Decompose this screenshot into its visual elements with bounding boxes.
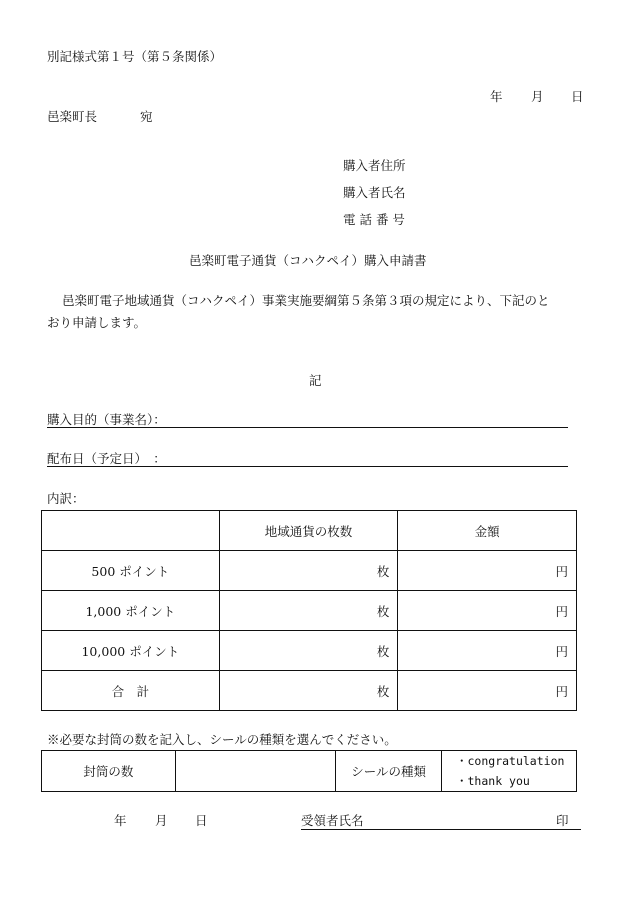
applicant-name-label: 購入者氏名 [343,185,406,200]
row-label: 500 ポイント [42,551,220,591]
seal-mark: 印 [556,813,569,828]
envelope-count-label: 封筒の数 [42,751,176,792]
header-cell-count: 地域通貨の枚数 [219,511,398,551]
distribution-label: 配布日（予定日） ： [47,451,166,466]
count-cell: 枚 [219,631,398,671]
footer-day: 日 [195,813,208,828]
recipient-underline [301,829,581,830]
addressee-name: 邑楽町長 [47,109,98,124]
date-year: 年 [490,89,503,104]
footer-month: 月 [155,813,168,828]
applicant-phone-label: 電 話 番 号 [343,212,405,227]
row-label: 合 計 [42,671,220,711]
seal-type-label: シールの種類 [336,751,442,792]
row-label: 1,000 ポイント [42,591,220,631]
table-row [42,631,577,671]
amount-cell: 円 [398,591,577,631]
addressee-suffix: 宛 [140,109,153,124]
applicant-address-label: 購入者住所 [343,158,406,173]
date-month: 月 [531,89,544,104]
date-day: 日 [571,89,584,104]
header-cell-blank [42,511,220,551]
purpose-underline [47,427,568,428]
ki-heading: 記 [309,373,322,388]
amount-cell: 円 [398,631,577,671]
body-line-2: おり申請します。 [47,315,147,330]
recipient-name-label: 受領者氏名 [301,813,364,828]
table-row [42,591,577,631]
count-cell: 枚 [219,591,398,631]
envelope-count-cell [175,751,336,792]
table-row-total [42,671,577,711]
breakdown-label: 内訳： [47,491,85,506]
header-cell-amount: 金額 [398,511,577,551]
envelope-note: ※必要な封筒の数を記入し、シールの種類を選んでください。 [47,732,397,747]
seal-options [442,751,577,792]
envelope-row [42,751,577,792]
count-cell: 枚 [219,551,398,591]
amount-cell: 円 [398,671,577,711]
row-label: 10,000 ポイント [42,631,220,671]
footer-year: 年 [114,813,127,828]
body-line-1: 邑楽町電子地域通貨（コハクペイ）事業実施要綱第５条第３項の規定により、下記のと [62,293,550,308]
count-cell: 枚 [219,671,398,711]
seal-option-congratulation: ・congratulation [456,754,565,768]
form-title: 邑楽町電子通貨（コハクペイ）購入申請書 [189,253,427,268]
purpose-label: 購入目的（事業名）： [47,412,166,427]
envelope-table [41,750,577,792]
table-header-row [42,511,577,551]
distribution-underline [47,466,568,467]
form-label: 別記様式第１号（第５条関係） [47,49,223,64]
seal-option-thank-you: ・thank you [456,774,530,788]
breakdown-table [41,510,577,711]
table-row [42,551,577,591]
amount-cell: 円 [398,551,577,591]
